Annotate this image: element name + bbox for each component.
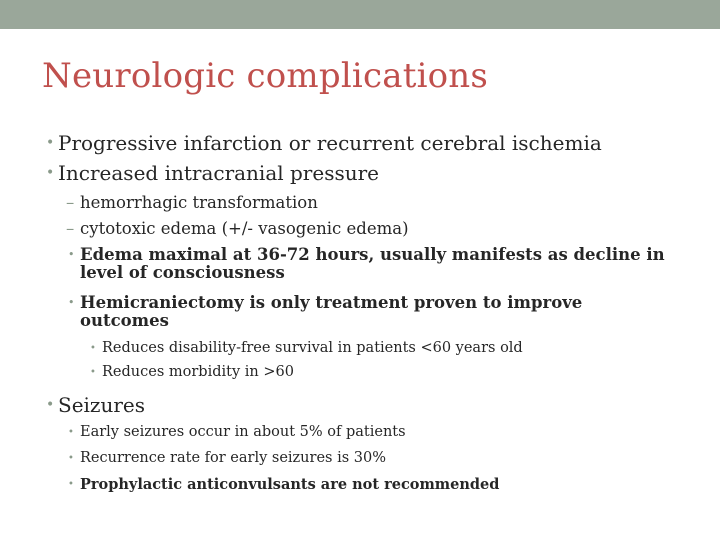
dash-icon: – (66, 219, 75, 238)
sub-item-text-line-2: level of consciousness (80, 263, 285, 283)
bullet-dot-icon: • (68, 427, 74, 438)
dash-icon: – (66, 193, 75, 212)
seizure-item-recurrence (68, 450, 386, 467)
sub-item-text-line-2: outcomes (80, 311, 169, 331)
sub-sub-item-text: Reduces disability-free survival in patients <60 years old (102, 340, 523, 356)
seizure-item-text: Prophylactic anticonvulsants are not recommended (80, 476, 500, 493)
sub-sub-item-morbidity (90, 364, 294, 381)
seizure-item-text: Early seizures occur in about 5% of patients (80, 424, 406, 440)
bullet-dot-icon: • (68, 248, 75, 261)
bullet-item-seizures (46, 393, 146, 417)
sub-sub-item-text: Reduces morbidity in >60 (102, 364, 294, 380)
bullet-dot-icon: • (46, 165, 55, 181)
seizure-item-early (68, 424, 406, 441)
seizure-item-text: Recurrence rate for early seizures is 30% (80, 450, 386, 466)
sub-item-hemicraniectomy (68, 293, 583, 331)
sub-item-text-line-1: Edema maximal at 36-72 hours, usually manifests as decline in (80, 245, 665, 264)
sub-item-text: cytotoxic edema (+/- vasogenic edema) (80, 219, 409, 238)
bullet-text: Increased intracranial pressure (58, 161, 380, 185)
bullet-dot-icon: • (46, 135, 55, 151)
sub-item-cytotoxic (66, 219, 409, 238)
bullet-item-progressive-infarction (46, 131, 602, 155)
bullet-dot-icon: • (68, 479, 74, 490)
sub-item-hemorrhagic (66, 193, 318, 212)
sub-item-text-line-1: Hemicraniectomy is only treatment proven to improve (80, 293, 583, 312)
bullet-text: Seizures (58, 393, 146, 417)
bullet-text: Progressive infarction or recurrent cerebral ischemia (58, 131, 602, 155)
bullet-dot-icon: • (90, 367, 96, 378)
bullet-dot-icon: • (68, 296, 75, 309)
sub-item-text: hemorrhagic transformation (80, 193, 318, 212)
bullet-dot-icon: • (68, 453, 74, 464)
slide-title: Neurologic complications (42, 56, 489, 96)
bullet-dot-icon: • (46, 397, 55, 413)
bullet-dot-icon: • (90, 343, 96, 354)
seizure-item-prophylactic (68, 476, 500, 493)
sub-sub-item-disability (90, 340, 523, 357)
bullet-item-icp (46, 161, 380, 185)
top-color-band (0, 0, 720, 29)
sub-item-edema-maximal (68, 245, 665, 283)
